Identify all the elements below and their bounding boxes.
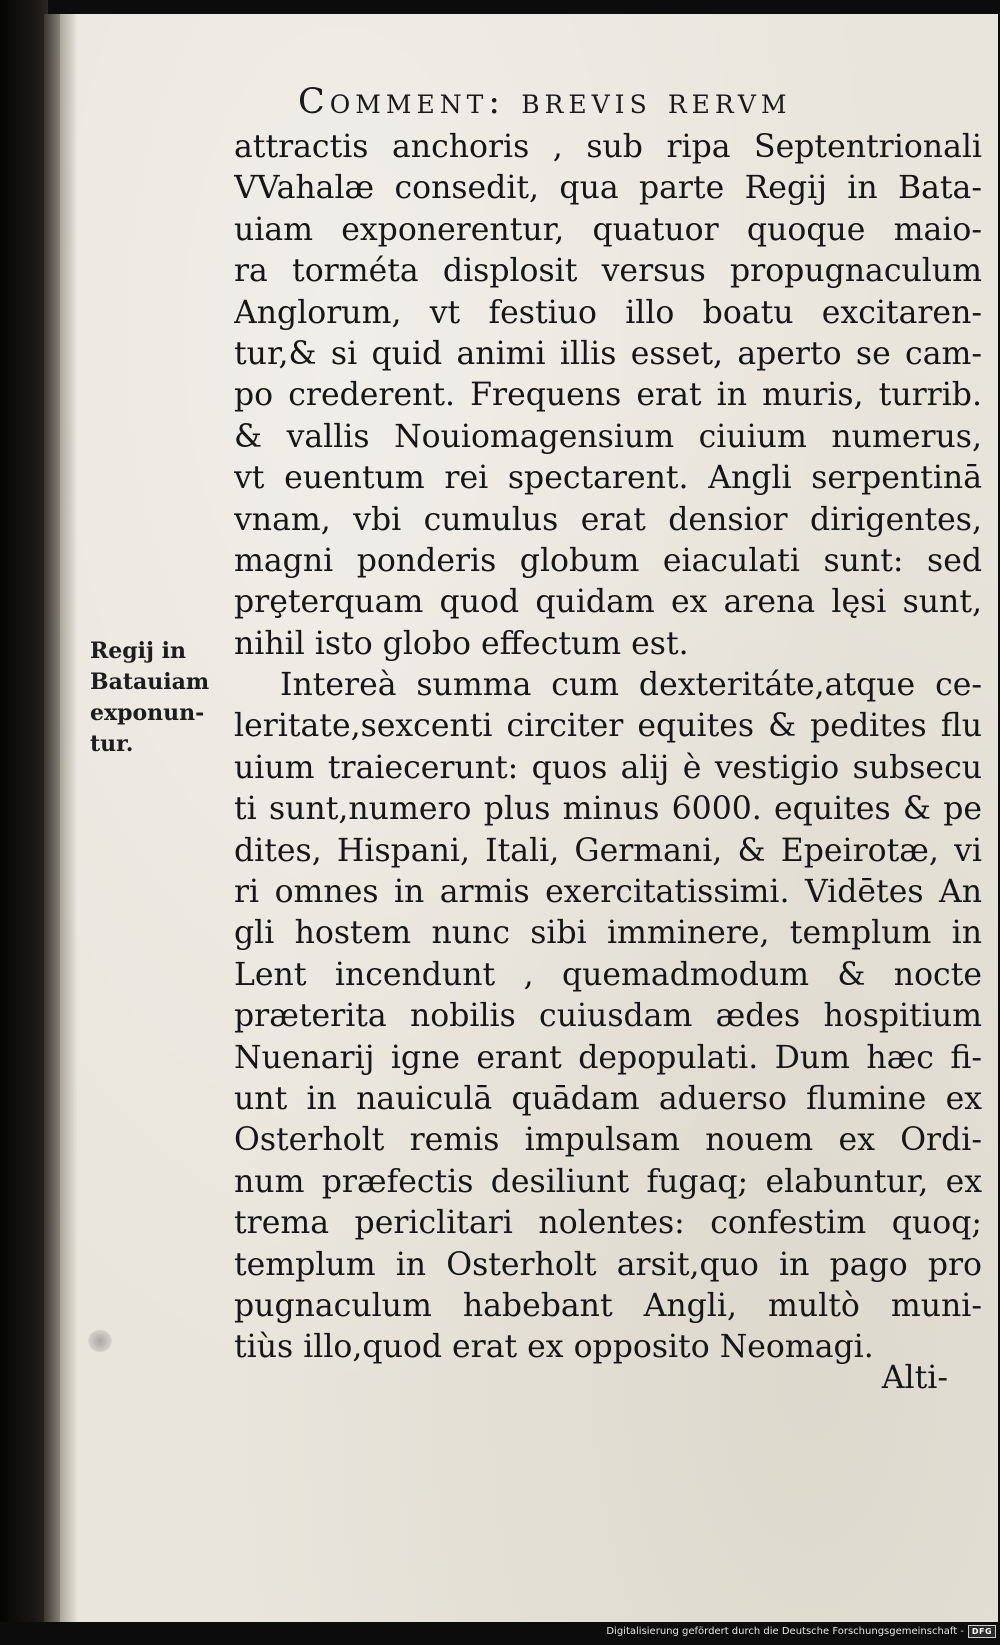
- text-line: leritate,sexcenti circiter equites & pedites flu: [234, 708, 982, 745]
- text-line: po crederent. Frequens erat in muris, turrib.: [234, 377, 982, 414]
- text-line: attractis anchoris , sub ripa Septentrionali: [234, 129, 982, 165]
- text-line: præterita nobilis cuiusdam ædes hospitium: [234, 998, 982, 1035]
- marginal-note-line: Batauiam: [90, 669, 210, 695]
- running-head: Comment: brevis rervm: [298, 82, 792, 122]
- text-line: dites, Hispani, Itali, Germani, & Epeirotæ, vi: [234, 832, 982, 869]
- text-line: Intereà summa cum dexteritáte,atque ce-: [280, 667, 982, 704]
- marginal-note-line: exponun-: [90, 700, 205, 726]
- binding-edge: [0, 0, 48, 1645]
- text-line: uium traiecerunt: quos alij è vestigio subsecu: [234, 749, 982, 786]
- text-line: tur,& si quid animi illis esset, aperto se cam-: [234, 335, 982, 372]
- text-line: & vallis Nouiomagensium ciuium numerus,: [234, 418, 982, 455]
- text-line: gli hostem nunc sibi imminere, templum in: [234, 915, 982, 952]
- text-line: ri omnes in armis exercitatissimi. Vidētes An: [234, 874, 982, 911]
- marginal-note: [90, 636, 230, 760]
- text-line: vt euentum rei spectarent. Angli serpentinā: [234, 460, 982, 497]
- page-fold-shadow: [60, 14, 78, 1622]
- text-line: uiam exponerentur, quatuor quoque maio-: [234, 211, 982, 248]
- dfg-logo-icon: [968, 1625, 996, 1638]
- text-line: VVahalæ consedit, qua parte Regij in Bata-: [234, 170, 982, 207]
- text-line: ti sunt,numero plus minus 6000. equites & pe: [234, 791, 982, 828]
- marginal-note-line: Regij in: [90, 638, 186, 664]
- text-line: unt in nauiculā quādam aduerso flumine ex: [234, 1080, 982, 1117]
- text-line: trema periclitari nolentes: confestim quoq;: [234, 1205, 982, 1242]
- text-line: Osterholt remis impulsam nouem ex Ordi-: [234, 1122, 982, 1159]
- text-line: vnam, vbi cumulus erat densior dirigentes,: [234, 501, 982, 538]
- marginal-note-line: tur.: [90, 731, 134, 757]
- dfg-logo-text: DFG: [971, 1627, 993, 1636]
- text-line: Lent incendunt , quemadmodum & nocte: [234, 956, 982, 993]
- text-line: tiùs illo,quod erat ex opposito Neomagi.: [234, 1329, 874, 1366]
- text-line: Nuenarij igne erant depopulati. Dum hæc fi-: [234, 1039, 982, 1076]
- text-line: Anglorum, vt festiuo illo boatu excitaren-: [234, 294, 982, 331]
- catchword: Alti-: [881, 1360, 948, 1396]
- book-page: [60, 14, 998, 1622]
- text-line: nihil isto globo effectum est.: [234, 625, 689, 662]
- text-line: magni ponderis globum eiaculati sunt: sed: [234, 542, 982, 579]
- digitization-credit: Digitalisierung gefördert durch die Deutsche Forschungsgemeinschaft -: [606, 1626, 964, 1637]
- text-line: ra torméta displosit versus propugnaculum: [234, 253, 982, 290]
- text-line: num præfectis desiliunt fugaq; elabuntur, ex: [234, 1163, 982, 1200]
- ink-smudge: [88, 1330, 112, 1352]
- text-line: pugnaculum habebant Angli, multò muni-: [234, 1287, 982, 1324]
- body-text: [234, 127, 982, 1369]
- text-line: templum in Osterholt arsit,quo in pago pro: [234, 1246, 982, 1283]
- text-line: prȩterquam quod quidam ex arena lęsi sunt,: [234, 584, 982, 621]
